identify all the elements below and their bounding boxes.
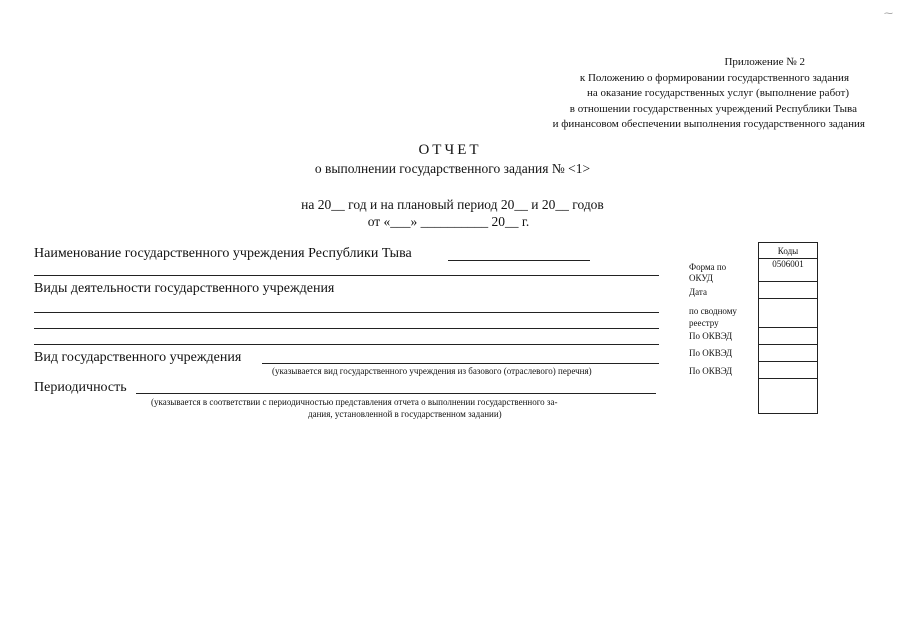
okved-cell-2[interactable] <box>759 345 818 362</box>
registry-label-1: по сводному <box>689 306 737 316</box>
appendix-line: и финансовом обеспечении выполнения государственного задания <box>552 118 865 130</box>
periodicity-note-2: дания, установленной в государственном задании) <box>308 409 502 419</box>
okved-label-3: По ОКВЭД <box>689 366 733 376</box>
okved-cell-3[interactable] <box>759 362 818 379</box>
okved-label-1: По ОКВЭД <box>689 331 733 341</box>
institution-name-line[interactable] <box>448 260 590 261</box>
codes-header: Коды <box>759 243 818 259</box>
registry-label-2: реестру <box>689 318 719 328</box>
institution-type-line[interactable] <box>262 363 659 364</box>
institution-name-label: Наименование государственного учреждения Республики Тыва <box>34 246 412 261</box>
okud-label-1: Форма по <box>689 262 727 272</box>
corner-mark: ⁓ <box>884 8 893 18</box>
date-label: Дата <box>689 287 707 297</box>
appendix-header <box>553 55 865 133</box>
periodicity-note-1: (указывается в соответствии с периодичностью представления отчета о выполнении государственного за- <box>151 397 558 407</box>
okud-label-2: ОКУД <box>689 273 713 283</box>
appendix-line: в отношении государственных учреждений Республики Тыва <box>569 102 857 115</box>
periodicity-label: Периодичность <box>34 380 127 395</box>
appendix-line: на оказание государственных услуг (выполнение работ) <box>587 87 849 99</box>
okved-cell-1[interactable] <box>759 328 818 345</box>
extra-cell[interactable] <box>759 379 818 414</box>
okved-label-2: По ОКВЭД <box>689 348 733 358</box>
report-subtitle: о выполнении государственного задания № <1> <box>314 161 591 176</box>
registry-cell[interactable] <box>759 299 818 328</box>
activity-types-label: Виды деятельности государственного учреждения <box>34 281 335 296</box>
date-cell[interactable] <box>759 282 818 299</box>
activity-types-line-3[interactable] <box>34 344 659 345</box>
activity-types-line-1[interactable] <box>34 312 659 313</box>
okud-code-cell[interactable]: 0506001 <box>759 259 818 282</box>
report-title: ОТЧЕТ <box>418 142 482 158</box>
appendix-line: к Положению о формировании государственного задания <box>579 71 849 84</box>
institution-type-note: (указывается вид государственного учреждения из базового (отраслевого) перечня) <box>272 366 592 376</box>
institution-name-line-2[interactable] <box>34 275 659 276</box>
report-period: на 20__ год и на плановый период 20__ и 20__ годов <box>301 197 604 212</box>
codes-table <box>758 242 818 414</box>
report-date: от «___» __________ 20__ г. <box>367 214 530 229</box>
periodicity-line[interactable] <box>136 393 656 394</box>
institution-type-label: Вид государственного учреждения <box>34 350 242 365</box>
appendix-line: Приложение № 2 <box>724 56 805 68</box>
activity-types-line-2[interactable] <box>34 328 659 329</box>
